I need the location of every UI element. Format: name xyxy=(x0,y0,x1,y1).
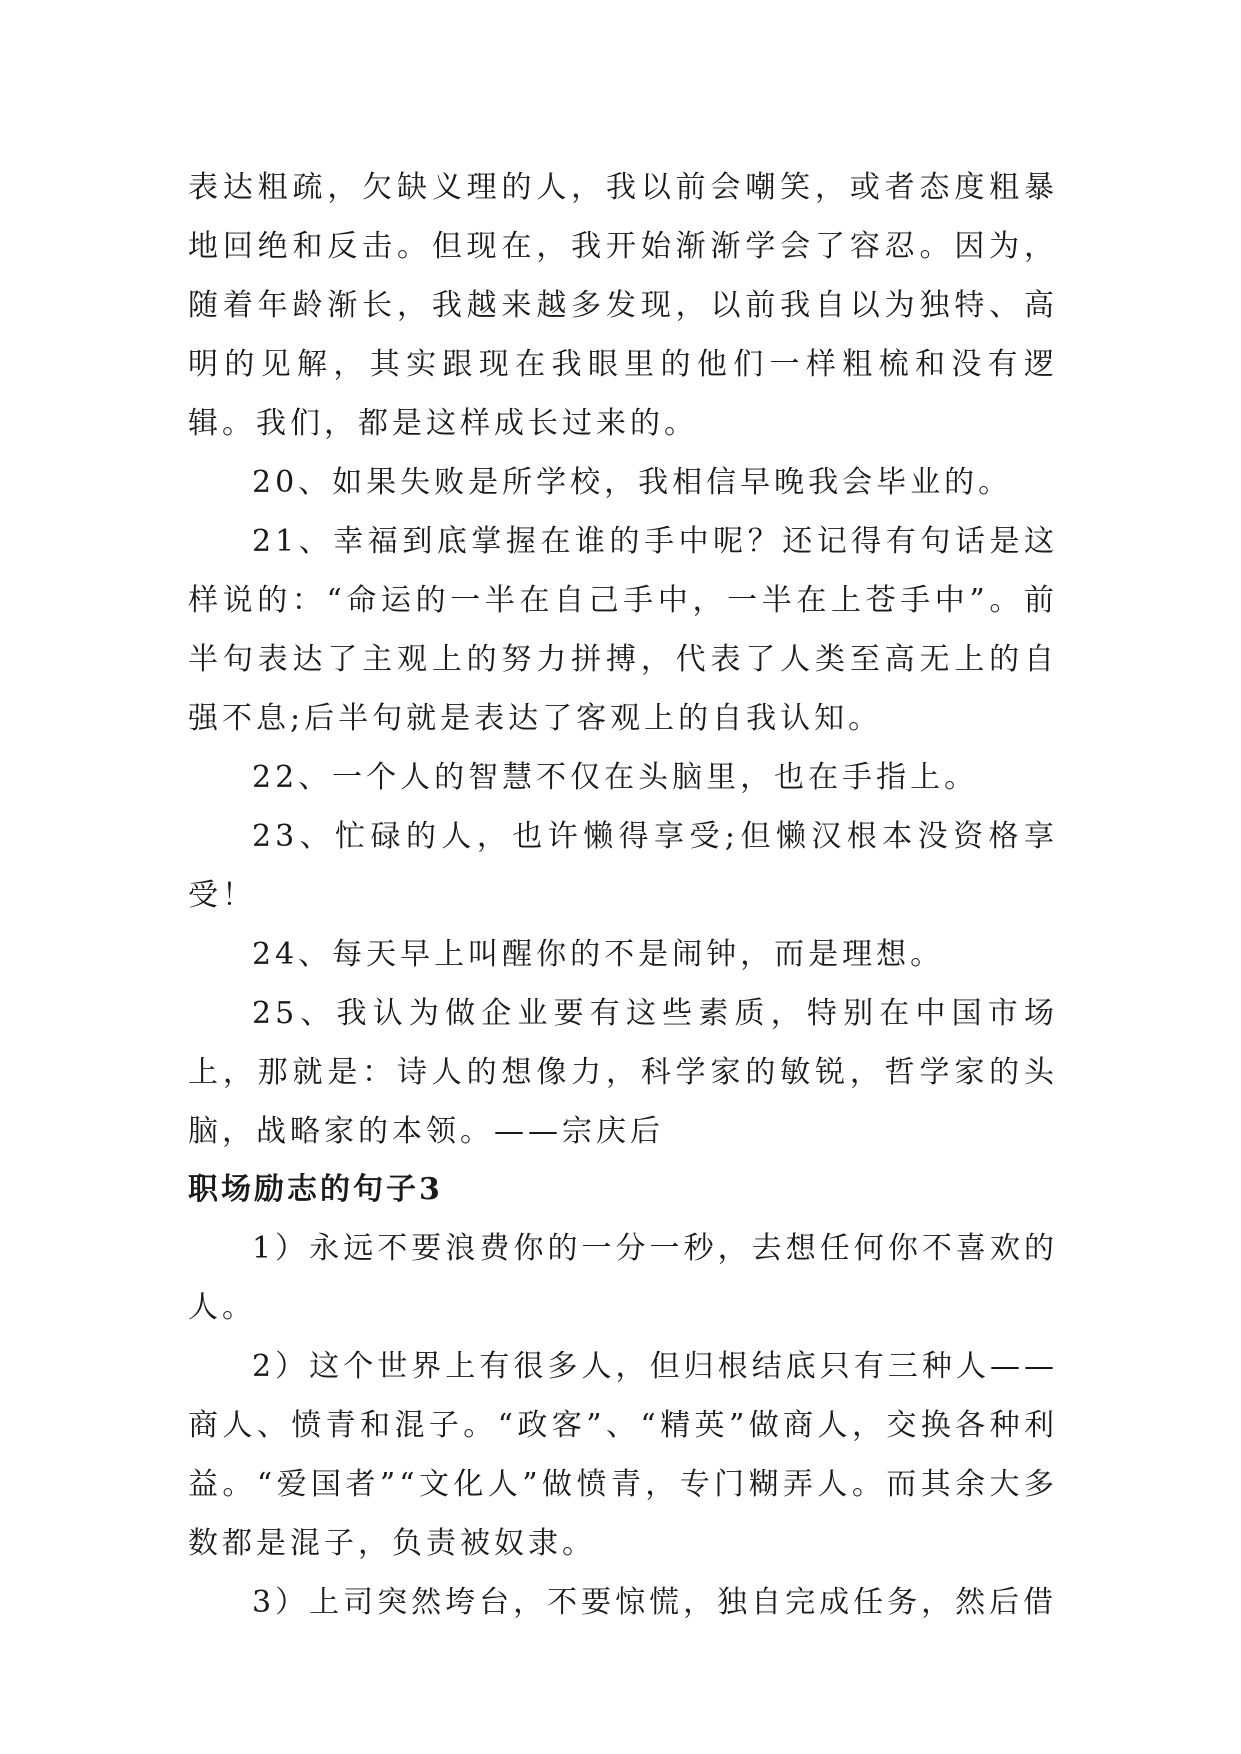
paragraph-item-23: 23、忙碌的人，也许懒得享受;但懒汉根本没资格享受！ xyxy=(188,819,1058,913)
section-heading: 职场励志的句子3 xyxy=(188,1172,443,1207)
paragraph-item-22: 22、一个人的智慧不仅在头脑里，也在手指上。 xyxy=(252,760,979,795)
section-paragraph-3: 3）上司突然垮台，不要惊慌，独自完成任务，然后借 xyxy=(252,1585,1058,1620)
paragraph-item-24: 24、每天早上叫醒你的不是闹钟，而是理想。 xyxy=(252,937,945,972)
section-paragraph-1: 1）永远不要浪费你的一分一秒，去想任何你不喜欢的人。 xyxy=(188,1231,1058,1325)
paragraph-item-25: 25、我认为做企业要有这些素质，特别在中国市场上，那就是：诗人的想像力，科学家的敏锐，哲学家的头脑，战略家的本领。——宗庆后 xyxy=(188,996,1058,1149)
document-body xyxy=(188,158,1058,1632)
section-paragraph-2: 2）这个世界上有很多人，但归根结底只有三种人——商人、愤青和混子。“政客”、“精英”做商人，交换各种利益。“爱国者”“文化人”做愤青，专门糊弄人。而其余大多数都是混子，负责被奴隶。 xyxy=(188,1349,1058,1561)
paragraph-item-21: 21、幸福到底掌握在谁的手中呢？还记得有句话是这样说的：“命运的一半在自己手中，一半在上苍手中”。前半句表达了主观上的努力拼搏，代表了人类至高无上的自强不息;后半句就是表达了客观上的自我认知。 xyxy=(188,524,1058,736)
paragraph-intro: 表达粗疏，欠缺义理的人，我以前会嘲笑，或者态度粗暴地回绝和反击。但现在，我开始渐渐学会了容忍。因为，随着年龄渐长，我越来越多发现，以前我自以为独特、高明的见解，其实跟现在我眼里的他们一样粗梳和没有逻辑。我们，都是这样成长过来的。 xyxy=(188,170,1058,441)
paragraph-item-20: 20、如果失败是所学校，我相信早晚我会毕业的。 xyxy=(252,465,1013,500)
